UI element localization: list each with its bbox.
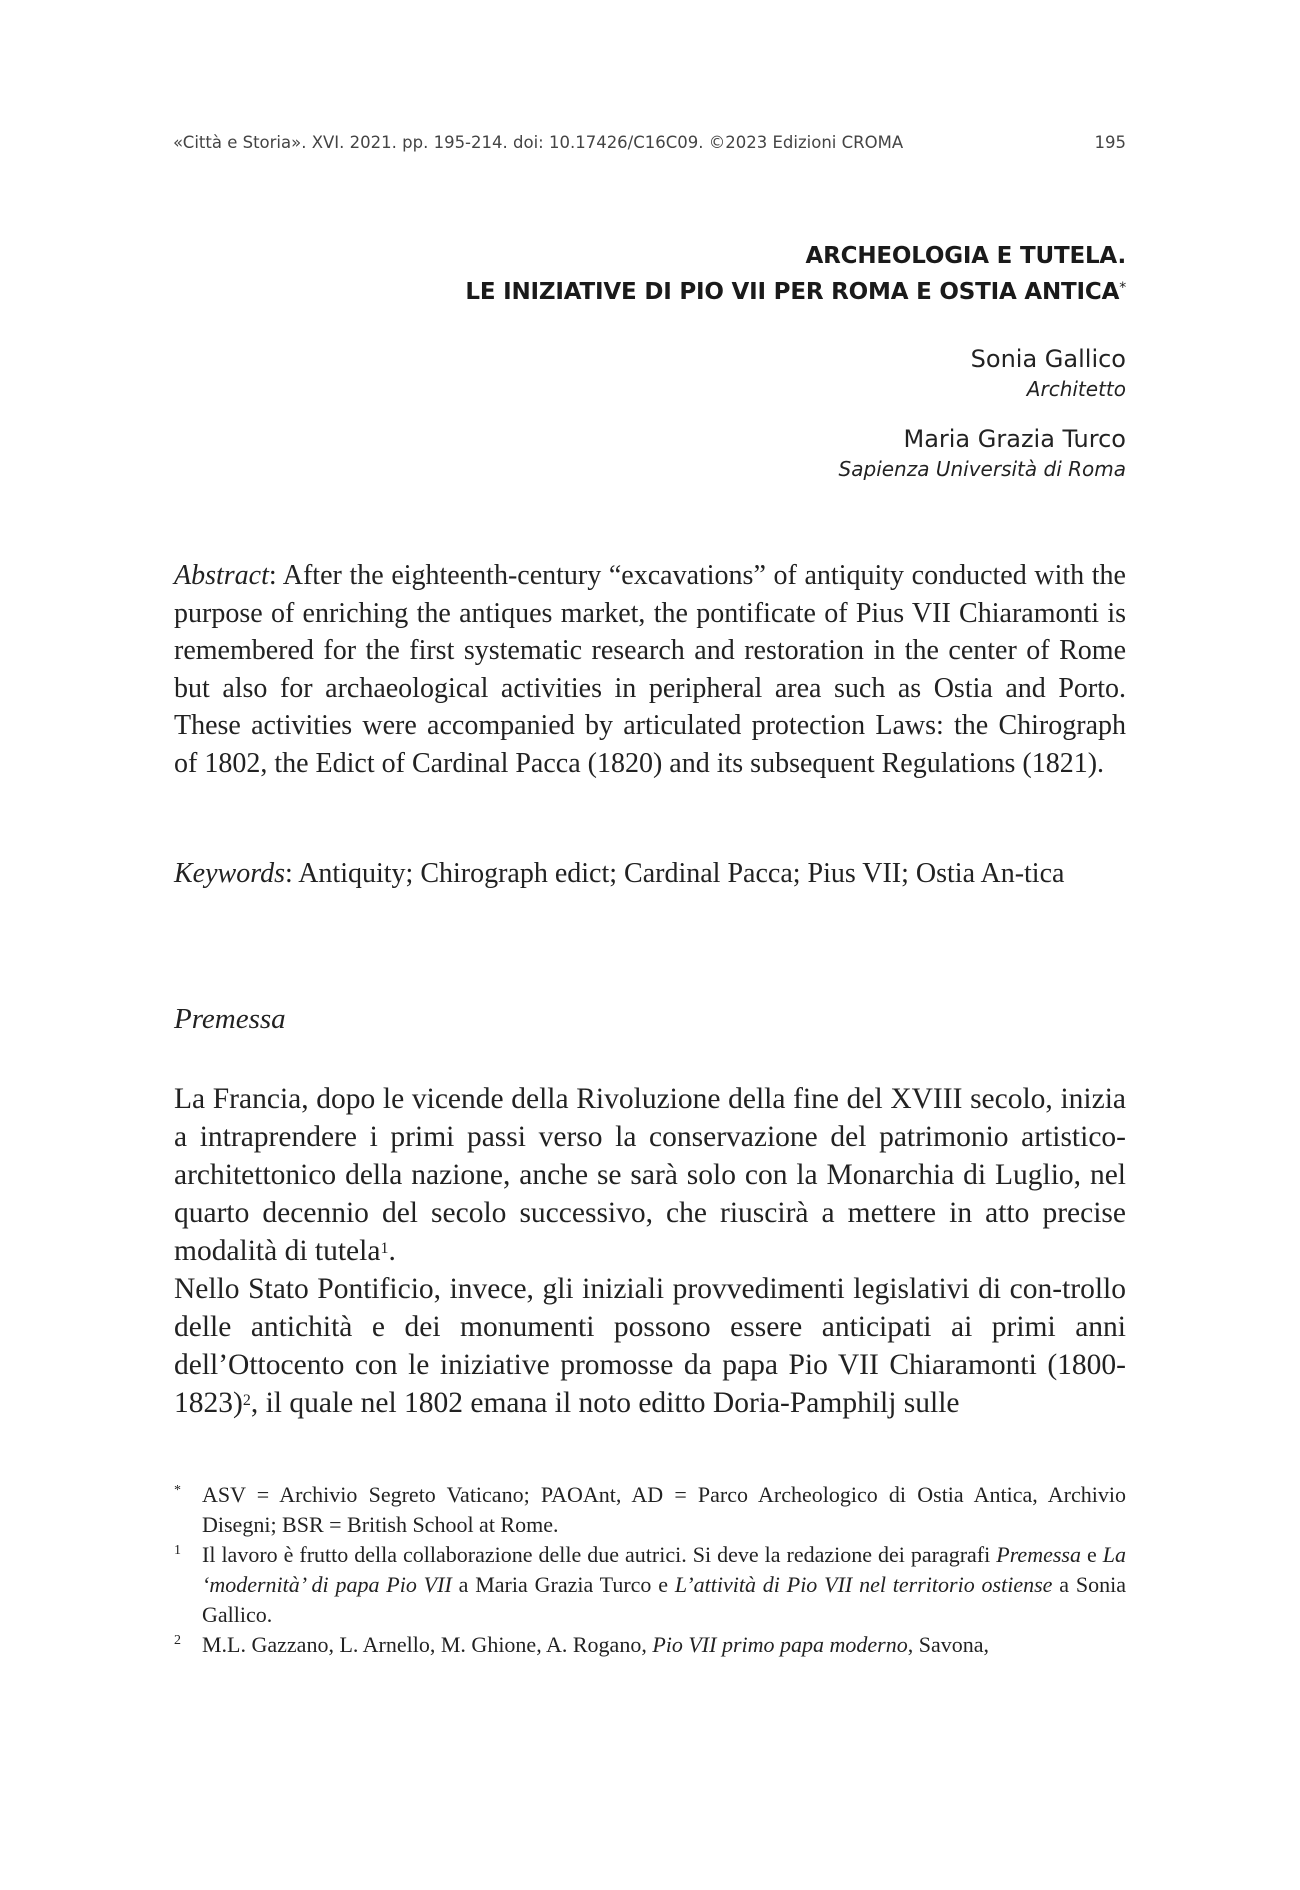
footnote-mark: 2 [174,1633,181,1648]
author-name: Maria Grazia Turco [903,425,1126,453]
footnote-text: ASV = Archivio Segreto Vaticano; PAOAnt, AD = Parco Archeologico di Ostia Antica, Archivio Disegni; BSR = British School at Rome. [202,1482,1126,1537]
article-title [465,238,1126,310]
keywords-label: Keywords [174,858,285,889]
title-line-2: LE INIZIATIVE DI PIO VII PER ROMA E OSTIA ANTICA* [465,279,1126,305]
title-line-1: ARCHEOLOGIA E TUTELA. [805,243,1126,269]
page-number: 195 [1094,133,1126,152]
paragraph: La Francia, dopo le vicende della Rivoluzione della fine del XVIII secolo, inizia a intraprendere i primi passi verso la conservazione del patrimonio artistico-architettonico della nazione, anche se sarà solo con la Monarchia di Luglio, nel quarto decennio del secolo successivo, che riuscirà a mettere in atto precise modalità di tutela$^1$. [174,1083,1126,1267]
body-text [174,1080,1126,1422]
footnote-mark: * [174,1483,181,1498]
footnote [174,1540,1126,1630]
author-affiliation: Architetto [1026,377,1126,401]
keywords-text: : Antiquity; Chirograph edict; Cardinal Pacca; Pius VII; Ostia An-tica [284,858,1065,889]
citation-line: «Città e Storia». XVI. 2021. pp. 195-214. doi: 10.17426/C16C09. ©2023 Edizioni CROMA [173,133,904,152]
author-affiliation: Sapienza Università di Roma [838,457,1126,481]
footnote-text: Il lavoro è frutto della collaborazione delle due autrici. Si deve la redazione dei paragrafi Premessa e La ‘modernità’ di papa Pio VII a Maria Grazia Turco e L’attività di Pio VII nel territorio ostiense a Sonia Gallico. [202,1542,1127,1627]
author-block [839,344,1126,484]
footnote-text: M.L. Gazzano, L. Arnello, M. Ghione, A. Rogano, Pio VII primo papa moderno, Savona, [202,1632,989,1657]
section-heading: Premessa [174,1003,286,1035]
footnote-ref[interactable]: 1 [380,1240,389,1257]
footnotes [174,1480,1126,1660]
keywords [174,855,1126,893]
title-note-mark: * [1119,280,1126,296]
abstract-text: : After the eighteenth-century “excavations” of antiquity conducted with the purpose of enriching the antiques market, the pontificate of Pius VII Chiaramonti is remembered for the first systematic research and restoration in the center of Rome but also for archaeological activities in peripheral area such as Ostia and Porto. These activities were accompanied by articulated protection Laws: the Chirograph of 1802, the Edict of Cardinal Pacca (1820) and its subsequent Regulations (1821). [174,560,1126,779]
footnote-mark: 1 [174,1543,181,1558]
footnote [174,1630,1126,1660]
running-header [173,133,1126,152]
abstract-label: Abstract [174,560,269,591]
footnote [174,1480,1126,1540]
footnote-ref[interactable]: 2 [242,1392,251,1409]
author-name: Sonia Gallico [970,345,1126,373]
paragraph: Nello Stato Pontificio, invece, gli iniziali provvedimenti legislativi di con-trollo delle antichità e dei monumenti possono essere anticipati ai primi anni dell’Ottocento con le iniziative promosse da papa Pio VII Chiaramonti (1800-1823)$^2$, il quale nel 1802 emana il noto editto Doria-Pamphilj sulle [174,1273,1126,1419]
abstract [174,557,1126,782]
